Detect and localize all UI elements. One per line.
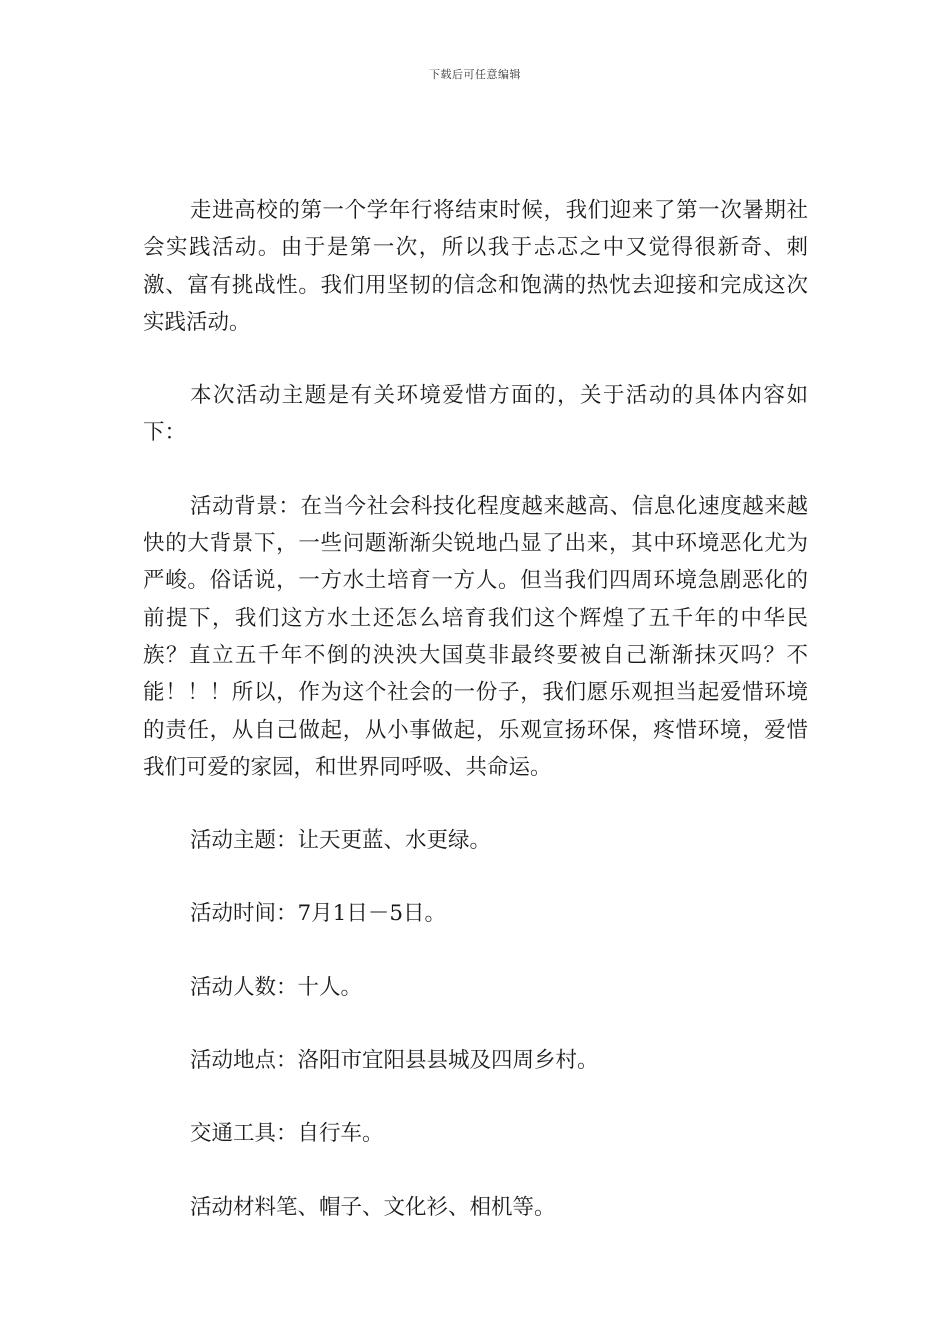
document-body bbox=[143, 192, 808, 1262]
paragraph-activity-people: 活动人数：十人。 bbox=[190, 974, 363, 1000]
paragraph-theme-intro: 本次活动主题是有关环境爱惜方面的，关于活动的具体内容如下： bbox=[143, 383, 808, 446]
paragraph-activity-time: 活动时间：7月1日－5日。 bbox=[190, 901, 447, 927]
header-note: 下载后可任意编辑 bbox=[429, 68, 521, 81]
paragraph-activity-theme: 活动主题：让天更蓝、水更绿。 bbox=[190, 828, 492, 854]
paragraph-intro: 走进高校的第一个学年行将结束时候，我们迎来了第一次暑期社会实践活动。由于是第一次，所以我于忐忑之中又觉得很新奇、刺激、富有挑战性。我们用坚韧的信念和饱满的热忱去迎接和完成这次实践活动。 bbox=[143, 198, 808, 335]
paragraph-activity-location: 活动地点：洛阳市宜阳县县城及四周乡村。 bbox=[190, 1048, 599, 1074]
paragraph-background: 活动背景：在当今社会科技化程度越来越高、信息化速度越来越快的大背景下，一些问题渐渐尖锐地凸显了出来，其中环境恶化尤为严峻。俗话说，一方水土培育一方人。但当我们四周环境急剧恶化的前提下，我们这方水土还怎么培育我们这个辉煌了五千年的中华民族？直立五千年不倒的泱泱大国莫非最终要被自己渐渐抹灭吗？不能！！！所以，作为这个社会的一份子，我们愿乐观担当起爱惜环境的责任，从自己做起，从小事做起，乐观宣扬环保，疼惜环境，爱惜我们可爱的家园，和世界同呼吸、共命运。 bbox=[143, 493, 808, 780]
paragraph-transport: 交通工具：自行车。 bbox=[190, 1121, 384, 1147]
paragraph-materials: 活动材料笔、帽子、文化衫、相机等。 bbox=[190, 1194, 556, 1220]
